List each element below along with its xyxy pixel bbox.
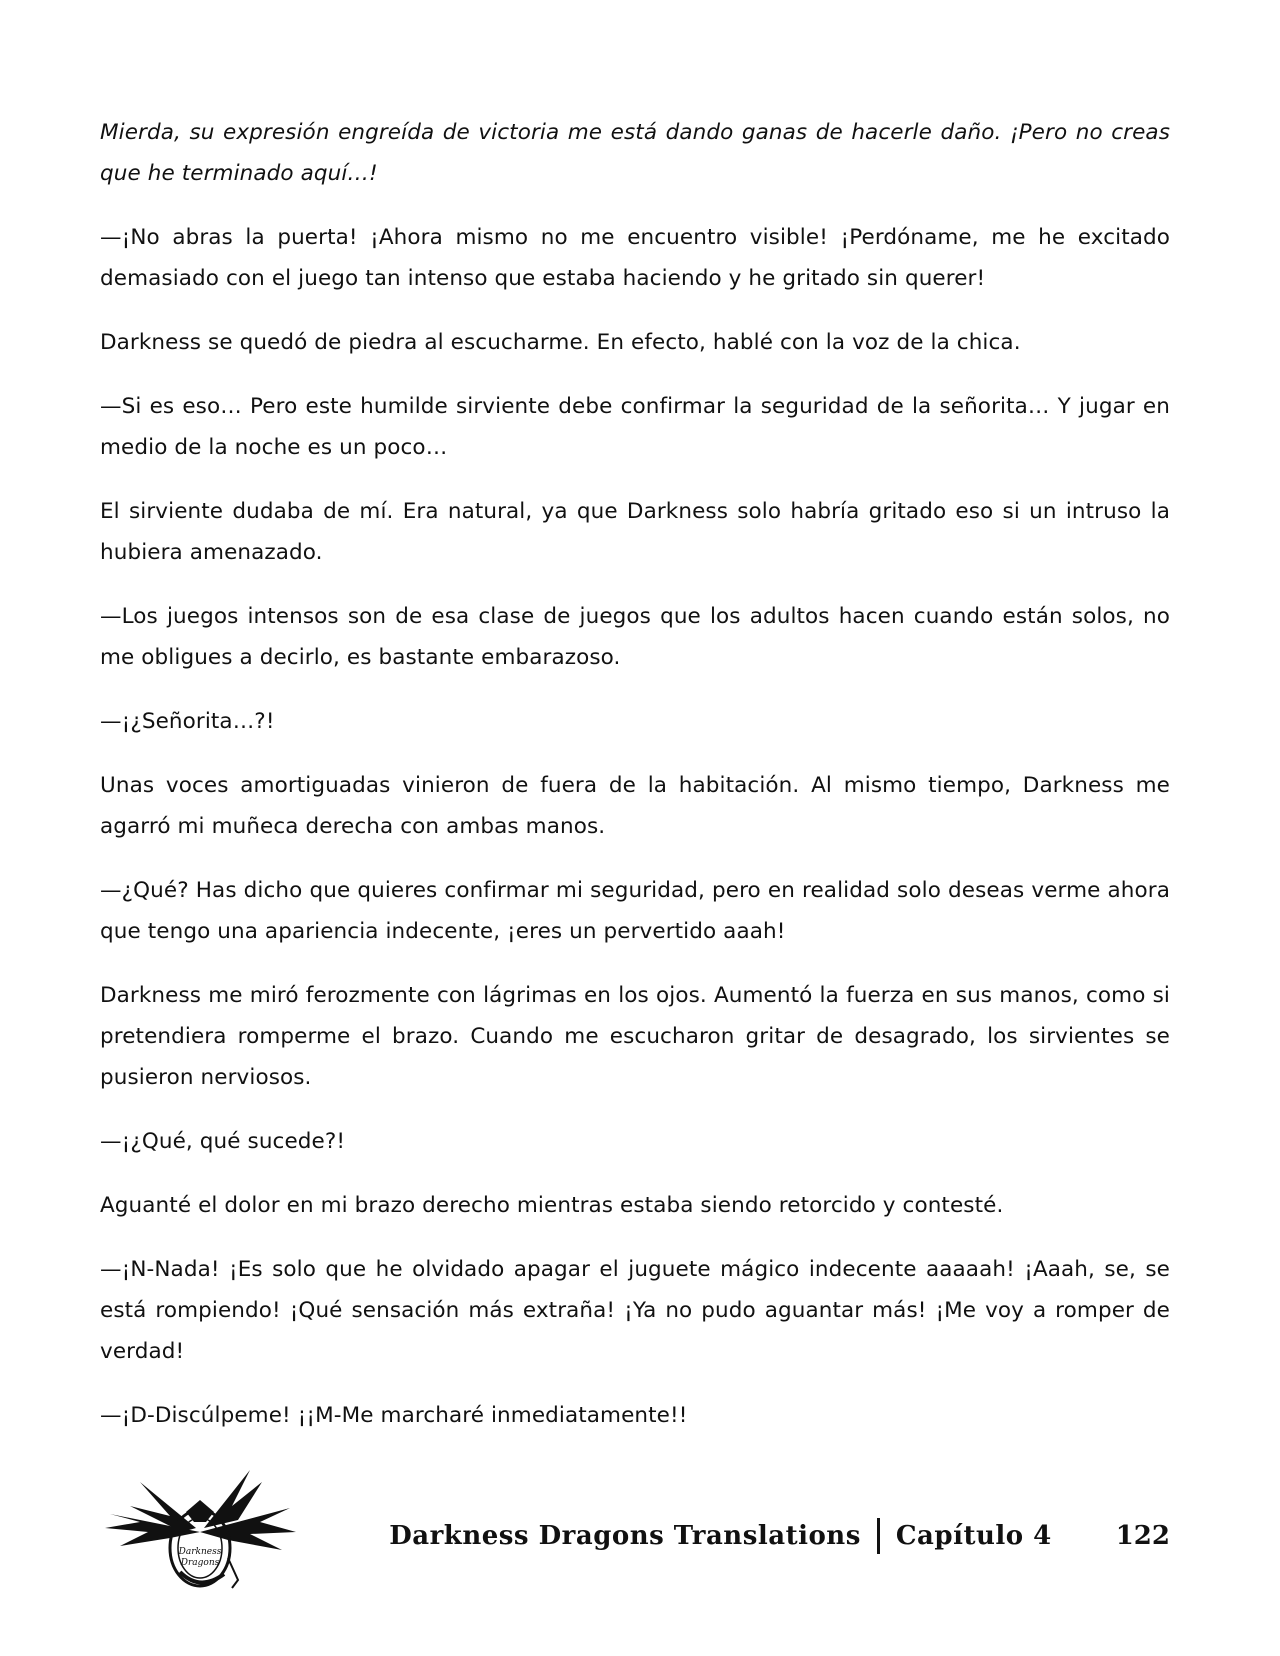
paragraph-12: Aguanté el dolor en mi brazo derecho mientras estaba siendo retorcido y contesté. (100, 1193, 1004, 1218)
paragraph-7: —¡¿Señorita…?! (100, 709, 275, 734)
paragraph-1: Mierda, su expresión engreída de victoria me está dando ganas de hacerle daño. ¡Pero no creas que he terminado aquí…! (100, 120, 1170, 186)
footer-running-title (389, 1518, 1170, 1554)
footer-divider (877, 1518, 880, 1554)
paragraph-8: Unas voces amortiguadas vinieron de fuera de la habitación. Al mismo tiempo, Darkness me agarró mi muñeca derecha con ambas manos. (100, 773, 1170, 839)
paragraph-13: —¡N-Nada! ¡Es solo que he olvidado apagar el juguete mágico indecente aaaaah! ¡Aaah, se, se está rompiendo! ¡Qué sensación más extraña! ¡Ya no pudo aguantar más! ¡Me voy a romper de verdad! (100, 1257, 1170, 1364)
page-number: 122 (1115, 1521, 1170, 1551)
paragraph-5: El sirviente dudaba de mí. Era natural, ya que Darkness solo habría gritado eso si un intruso la hubiera amenazado. (100, 499, 1170, 565)
paragraph-11: —¡¿Qué, qué sucede?! (100, 1129, 346, 1154)
dragon-logo-icon (100, 1462, 300, 1602)
paragraph-2: —¡No abras la puerta! ¡Ahora mismo no me encuentro visible! ¡Perdóname, me he excitado demasiado con el juego tan intenso que estaba haciendo y he gritado sin querer! (100, 225, 1170, 291)
paragraph-4: —Si es eso… Pero este humilde sirviente debe confirmar la seguridad de la señorita… Y jugar en medio de la noche es un poco… (100, 394, 1170, 460)
page-footer (100, 1462, 1170, 1602)
paragraph-14: —¡D-Discúlpeme! ¡¡M-Me marcharé inmediatamente!! (100, 1403, 688, 1428)
paragraph-6: —Los juegos intensos son de esa clase de juegos que los adultos hacen cuando están solos, no me obligues a decirlo, es bastante embarazoso. (100, 604, 1170, 670)
paragraph-3: Darkness se quedó de piedra al escucharme. En efecto, hablé con la voz de la chica. (100, 330, 1021, 355)
paragraph-10: Darkness me miró ferozmente con lágrimas en los ojos. Aumentó la fuerza en sus manos, como si pretendiera romperme el brazo. Cuando me escucharon gritar de desagrado, los sirvientes se pusieron nerviosos. (100, 983, 1170, 1090)
svg-text:Dragons: Dragons (180, 1558, 220, 1568)
footer-chapter: Capítulo 4 (895, 1521, 1052, 1551)
footer-brand: Darkness Dragons Translations (389, 1521, 861, 1551)
chapter-text (100, 112, 1170, 1459)
svg-text:Darkness: Darkness (178, 1547, 222, 1557)
paragraph-9: —¿Qué? Has dicho que quieres confirmar mi seguridad, pero en realidad solo deseas verme ahora que tengo una apariencia indecente, ¡eres un pervertido aaah! (100, 878, 1170, 944)
